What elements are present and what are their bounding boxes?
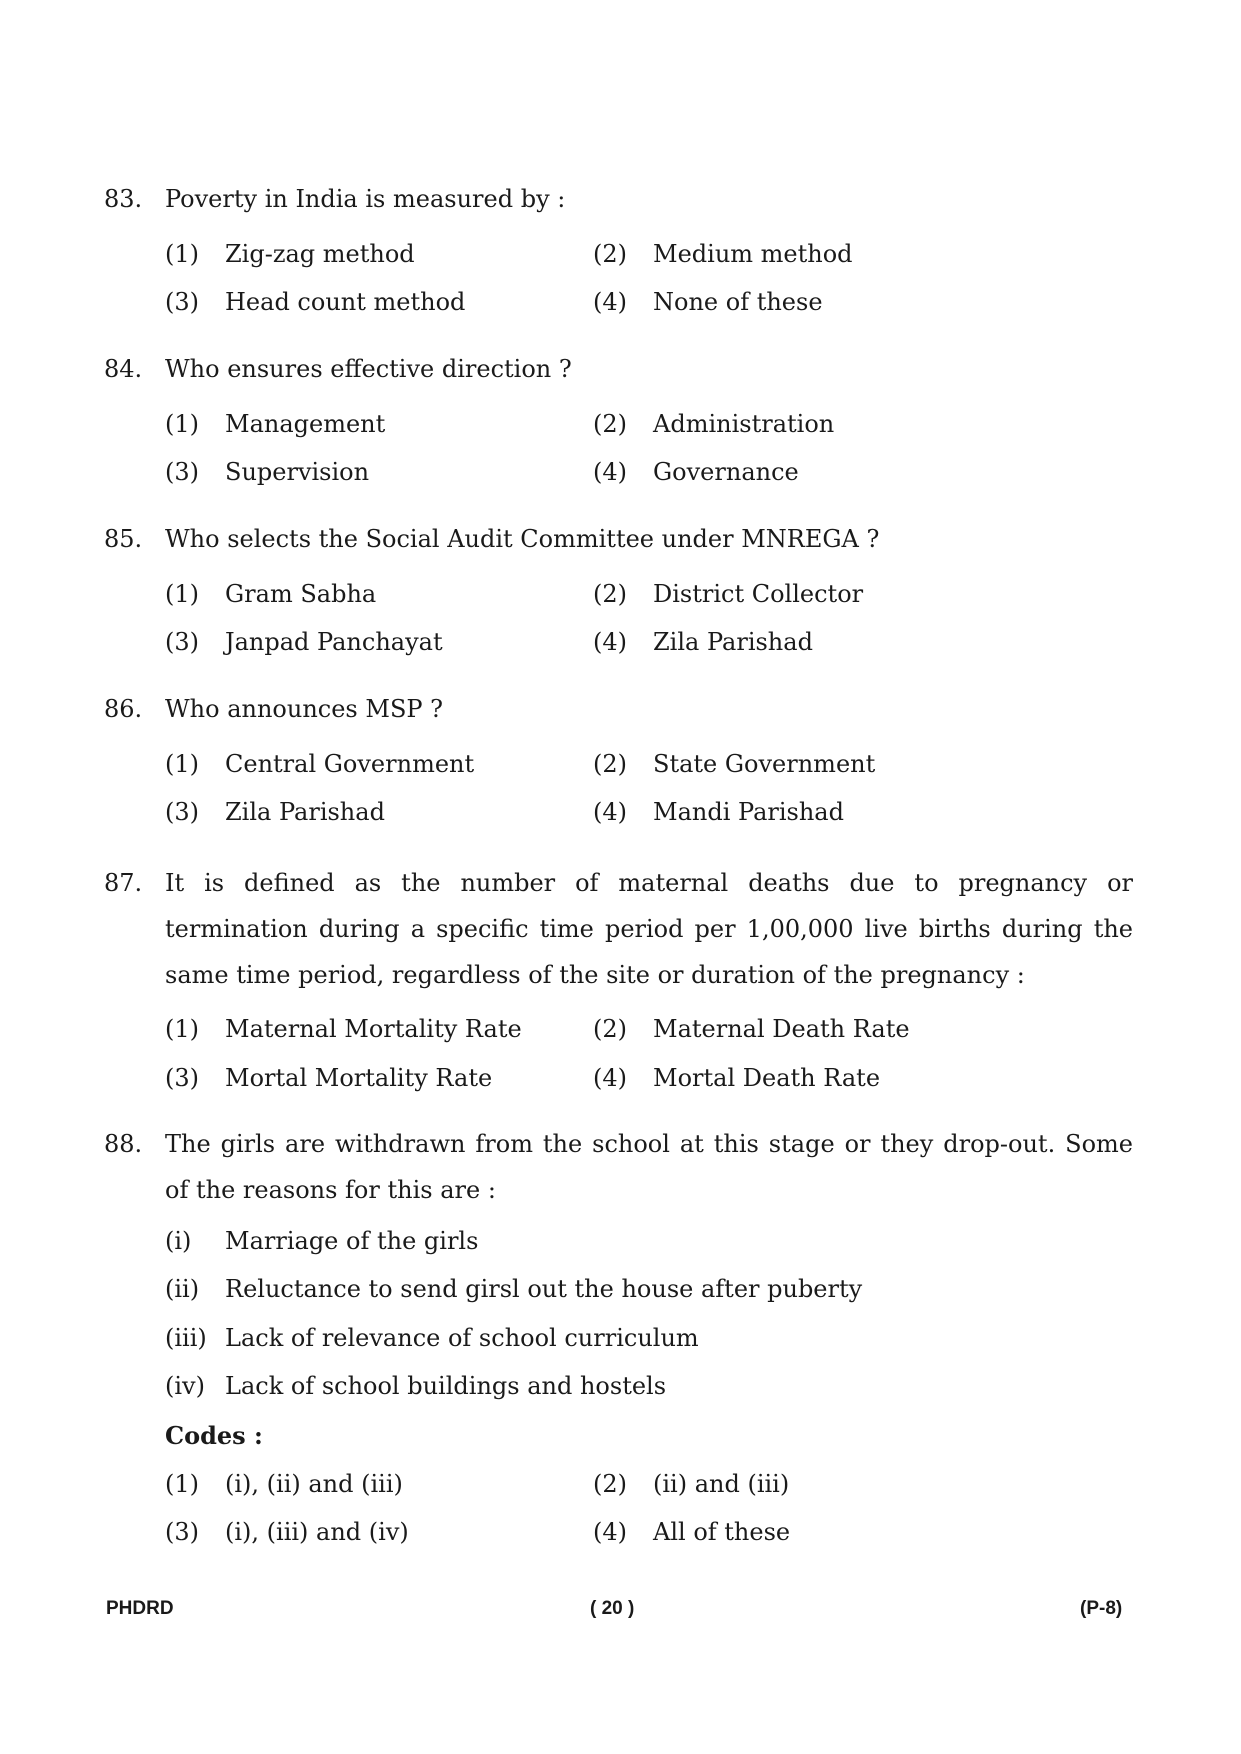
option-number: (2) [593, 750, 627, 778]
option-text: Zila Parishad [653, 628, 813, 656]
option-text: Zila Parishad [225, 798, 385, 826]
question-text: It is defined as the number of maternal deaths due to pregnancy or termination during a specific time period per 1,00,000 live births during the same time period, regardless of the site or duration of the pregnancy : [165, 869, 1133, 989]
option-number: (3) [165, 1518, 199, 1546]
statement-number: (ii) [165, 1275, 200, 1303]
option-text: Central Government [225, 750, 475, 778]
option-text: Gram Sabha [225, 580, 377, 608]
statement-number: (iii) [165, 1324, 207, 1352]
option-text: Medium method [653, 240, 853, 268]
footer-code: PHDRD [106, 1598, 174, 1619]
option-text: Management [225, 410, 386, 438]
statement-number: (i) [165, 1227, 192, 1255]
question-text: The girls are withdrawn from the school at this stage or they drop-out. Some of the reasons for this are : [165, 1130, 1133, 1204]
question-number: 88. [104, 1130, 143, 1158]
option-text: District Collector [653, 580, 864, 608]
question-text: Who announces MSP ? [165, 695, 444, 723]
option-text: Maternal Death Rate [653, 1015, 910, 1043]
codes-label: Codes : [165, 1421, 263, 1450]
option-number: (2) [593, 240, 627, 268]
option-number: (1) [165, 1470, 199, 1498]
option-text: All of these [653, 1518, 791, 1546]
option-number: (4) [593, 458, 627, 486]
option-text: None of these [653, 288, 823, 316]
option-number: (3) [165, 628, 199, 656]
option-text: Maternal Mortality Rate [225, 1015, 522, 1043]
option-number: (3) [165, 288, 199, 316]
option-text: Governance [653, 458, 799, 486]
option-text: (ii) and (iii) [653, 1470, 790, 1498]
option-text: (i), (iii) and (iv) [225, 1518, 409, 1546]
option-text: Mortal Death Rate [653, 1064, 881, 1092]
option-text: (i), (ii) and (iii) [225, 1470, 403, 1498]
question-number: 85. [104, 525, 143, 553]
statement-text: Lack of school buildings and hostels [225, 1372, 667, 1400]
option-text: Zig-zag method [225, 240, 415, 268]
statement-text: Reluctance to send girsl out the house after puberty [225, 1275, 863, 1303]
question-text: Who ensures effective direction ? [165, 355, 572, 383]
option-text: Head count method [225, 288, 466, 316]
statement-text: Marriage of the girls [225, 1227, 479, 1255]
option-number: (3) [165, 1064, 199, 1092]
option-text: State Government [653, 750, 876, 778]
option-number: (1) [165, 580, 199, 608]
question-number: 83. [104, 185, 143, 213]
option-number: (1) [165, 410, 199, 438]
option-number: (1) [165, 240, 199, 268]
option-number: (4) [593, 798, 627, 826]
option-number: (2) [593, 1015, 627, 1043]
option-number: (1) [165, 1015, 199, 1043]
option-number: (2) [593, 1470, 627, 1498]
option-number: (3) [165, 798, 199, 826]
page-number: ( 20 ) [590, 1598, 635, 1619]
question-number: 87. [104, 869, 143, 897]
option-number: (2) [593, 410, 627, 438]
option-number: (3) [165, 458, 199, 486]
question-number: 84. [104, 355, 143, 383]
option-number: (2) [593, 580, 627, 608]
option-text: Mortal Mortality Rate [225, 1064, 493, 1092]
option-text: Supervision [225, 458, 370, 486]
option-number: (4) [593, 628, 627, 656]
option-number: (1) [165, 750, 199, 778]
option-text: Administration [653, 410, 835, 438]
option-text: Mandi Parishad [653, 798, 844, 826]
statement-number: (iv) [165, 1372, 205, 1400]
option-number: (4) [593, 1518, 627, 1546]
footer-set: (P-8) [1080, 1598, 1123, 1619]
question-number: 86. [104, 695, 143, 723]
option-number: (4) [593, 1064, 627, 1092]
question-text: Poverty in India is measured by : [165, 185, 566, 213]
question-text: Who selects the Social Audit Committee under MNREGA ? [165, 525, 880, 553]
statement-text: Lack of relevance of school curriculum [225, 1324, 699, 1352]
option-number: (4) [593, 288, 627, 316]
option-text: Janpad Panchayat [225, 628, 443, 656]
